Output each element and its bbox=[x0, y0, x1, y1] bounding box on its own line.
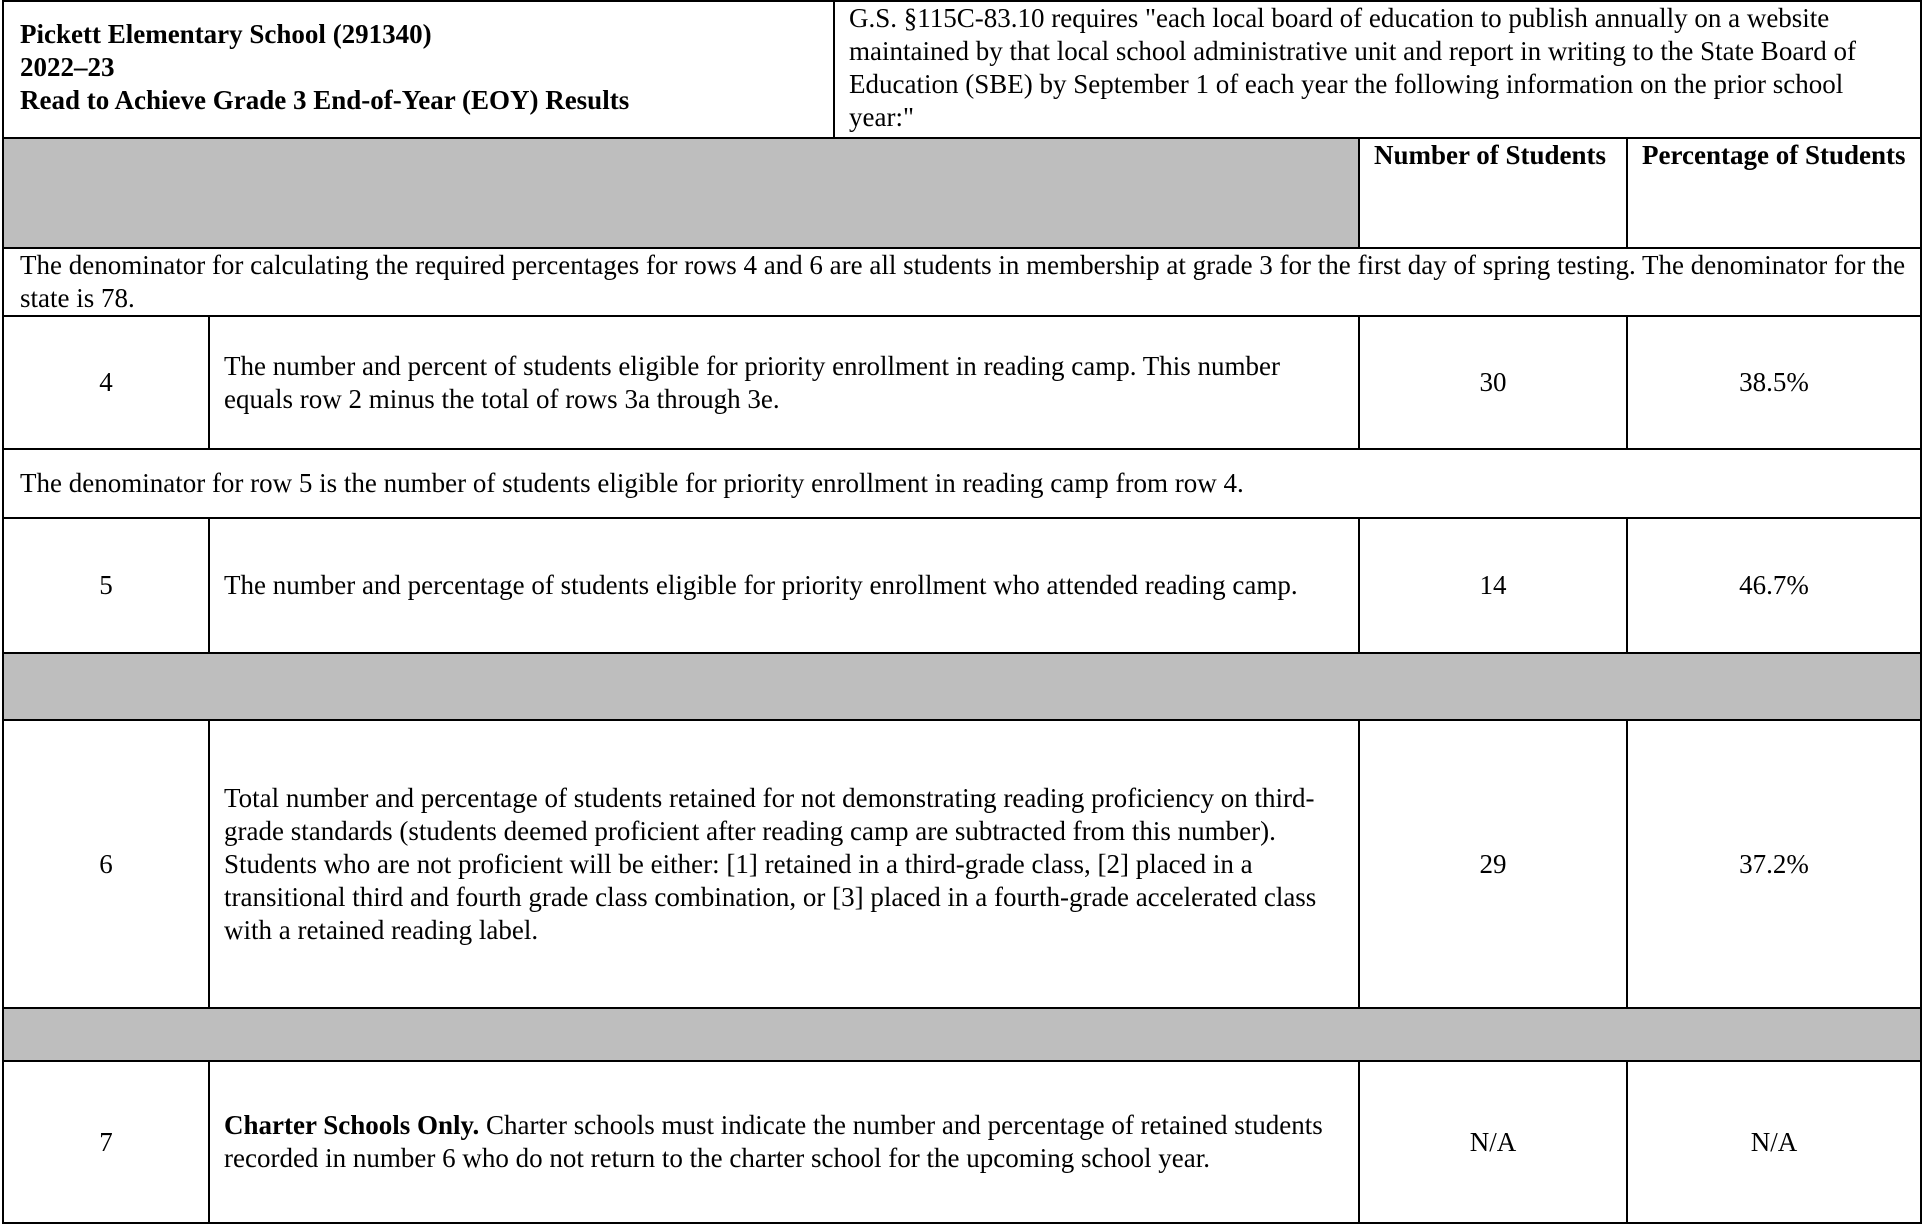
row-description-text: Charter schools must indicate the number and percentage of retained students recorded in number 6 who do not return to the charter school for the upcoming school year. bbox=[224, 1110, 1323, 1173]
row-description bbox=[209, 316, 1359, 449]
table-row bbox=[3, 518, 1921, 653]
school-name: Pickett Elementary School (291340) bbox=[20, 19, 432, 49]
gray-separator bbox=[3, 1008, 1921, 1061]
table-row bbox=[3, 720, 1921, 1008]
row-description-text: The number and percent of students eligible for priority enrollment in reading camp. This number equals row 2 minus the total of rows 3a through 3e. bbox=[224, 350, 1280, 414]
note-row bbox=[3, 449, 1921, 518]
report-title: Read to Achieve Grade 3 End-of-Year (EOY) Results bbox=[20, 85, 630, 115]
table-row bbox=[3, 1061, 1921, 1223]
school-year: 2022–23 bbox=[20, 52, 115, 82]
number-of-students-header: Number of Students bbox=[1359, 138, 1627, 248]
gray-separator bbox=[3, 653, 1921, 720]
results-table bbox=[2, 0, 1922, 1224]
row-description bbox=[209, 518, 1359, 653]
statute-text: G.S. §115C-83.10 requires "each local board of education to publish annually on a website maintained by that local school administrative unit and report in writing to the State Board of Education (SBE) by September 1 of each year the following information on the prior school year:" bbox=[834, 1, 1921, 138]
row-count: 14 bbox=[1359, 518, 1627, 653]
row-description bbox=[209, 1061, 1359, 1223]
row-number: 7 bbox=[3, 1061, 209, 1223]
row-percent: 46.7% bbox=[1627, 518, 1921, 653]
row-count: 30 bbox=[1359, 316, 1627, 449]
denominator-note-rows-4-6: The denominator for calculating the required percentages for rows 4 and 6 are all students in membership at grade 3 for the first day of spring testing. The denominator for the state is 78. bbox=[3, 248, 1921, 316]
row-number: 4 bbox=[3, 316, 209, 449]
header-row bbox=[3, 1, 1921, 138]
separator-row bbox=[3, 653, 1921, 720]
denominator-note-row-5: The denominator for row 5 is the number of students eligible for priority enrollment in reading camp from row 4. bbox=[3, 449, 1921, 518]
table-row bbox=[3, 316, 1921, 449]
row-number: 5 bbox=[3, 518, 209, 653]
row-count: 29 bbox=[1359, 720, 1627, 1008]
row-description-text: Total number and percentage of students retained for not demonstrating reading proficiency on third-grade standards (students deemed proficient after reading camp are subtracted from this number). Students who are not proficient will be either: [1] retained in a third-grade class, [2] placed in a transitional third and fourth grade class combination, or [3] placed in a fourth-grade accelerated class with a retained reading label. bbox=[224, 782, 1317, 945]
separator-row bbox=[3, 1008, 1921, 1061]
row-percent: 37.2% bbox=[1627, 720, 1921, 1008]
row-description bbox=[209, 720, 1359, 1008]
row-percent: N/A bbox=[1627, 1061, 1921, 1223]
note-row bbox=[3, 248, 1921, 316]
row-count: N/A bbox=[1359, 1061, 1627, 1223]
percentage-of-students-header: Percentage of Students bbox=[1627, 138, 1921, 248]
charter-schools-only-label: Charter Schools Only. bbox=[224, 1110, 480, 1140]
title-block bbox=[3, 1, 834, 138]
row-number: 6 bbox=[3, 720, 209, 1008]
row-description-text: The number and percentage of students eligible for priority enrollment who attended reading camp. bbox=[224, 570, 1298, 600]
column-header-blank bbox=[3, 138, 1359, 248]
row-percent: 38.5% bbox=[1627, 316, 1921, 449]
column-header-row bbox=[3, 138, 1921, 248]
